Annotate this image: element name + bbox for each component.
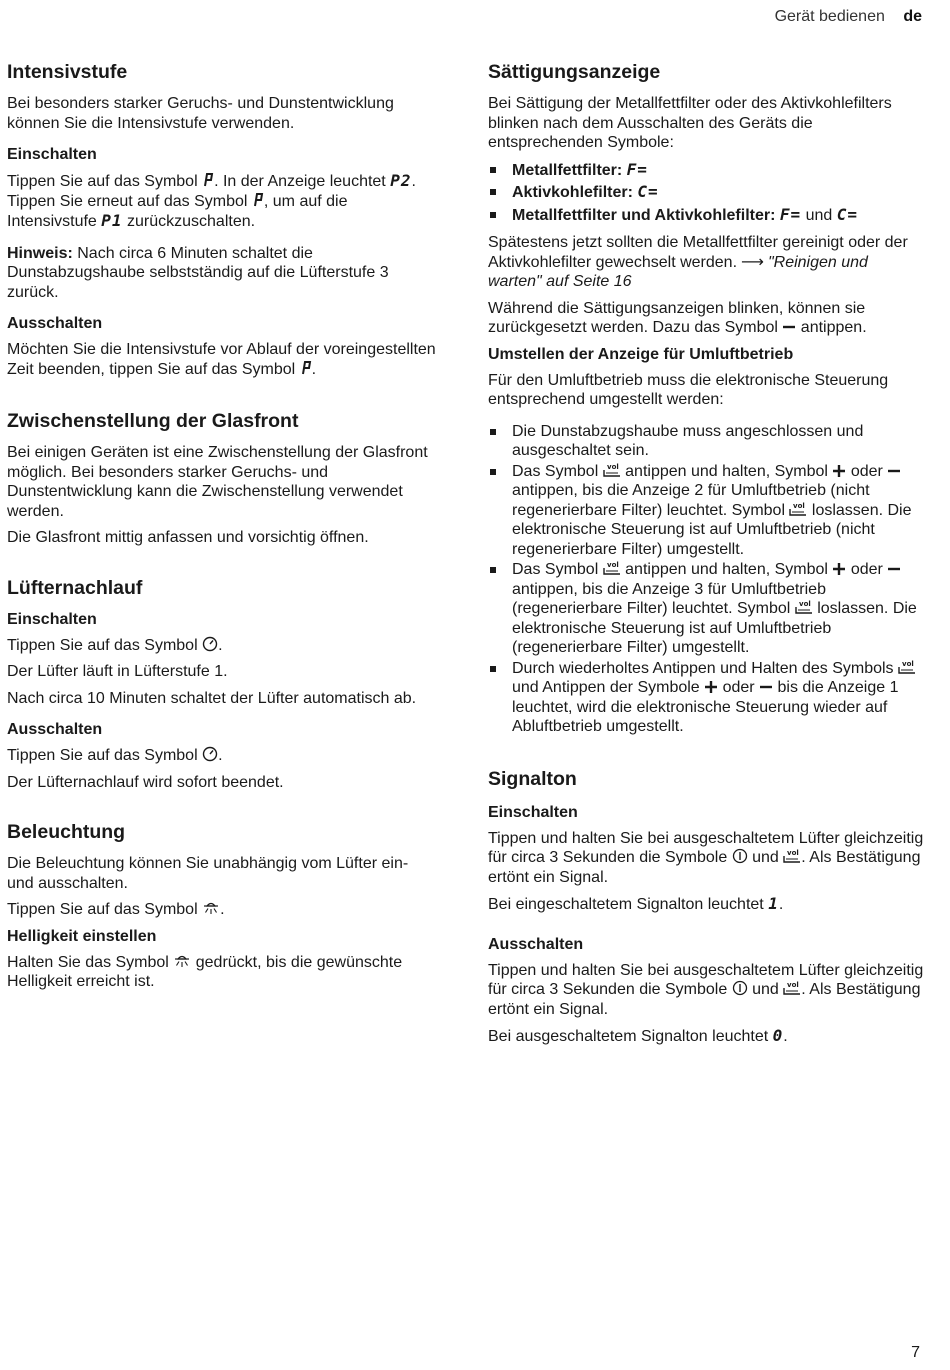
signal-on-title: Einschalten bbox=[488, 803, 578, 821]
signal-on-p2 bbox=[488, 894, 924, 915]
timer-icon bbox=[202, 636, 218, 652]
vol-icon bbox=[795, 599, 813, 615]
note-label: Hinweis: bbox=[7, 244, 73, 262]
text-run: . bbox=[311, 360, 317, 378]
signal-off-p1 bbox=[488, 961, 924, 1020]
vol-icon bbox=[603, 560, 621, 576]
plus-icon bbox=[704, 680, 718, 694]
text-run: antippen. bbox=[796, 319, 867, 336]
page-header bbox=[775, 8, 922, 26]
text-run: zurückzuschalten. bbox=[122, 213, 256, 230]
page-number: 7 bbox=[911, 1344, 920, 1361]
intensiv-note bbox=[7, 244, 439, 303]
glas-title: Zwischenstellung der Glasfront bbox=[7, 410, 299, 432]
list-item: Die Dunstabzugshaube muss angeschlossen und ausgeschaltet sein. bbox=[488, 422, 924, 461]
display-p2: P2 bbox=[390, 171, 412, 190]
glas-p2: Die Glasfront mittig anfassen und vorsichtig öffnen. bbox=[7, 529, 369, 546]
text-run: loslassen. Die elektronische Steuerung ist auf Umluftbetrieb (nicht regenerierbare Filter) umgestellt. bbox=[512, 501, 912, 558]
section-signalton bbox=[488, 767, 924, 1047]
plus-icon bbox=[832, 562, 846, 576]
text-run: . bbox=[218, 747, 223, 764]
saett-p3 bbox=[488, 299, 924, 338]
nachlauf-title: Lüfternachlauf bbox=[7, 576, 143, 599]
intensiv-on-text bbox=[7, 171, 439, 232]
text-run: Bei ausgeschaltetem Signalton leuchtet bbox=[488, 1028, 773, 1045]
signal-off-p2 bbox=[488, 1026, 924, 1047]
text-run: . bbox=[220, 901, 225, 918]
text-run: oder bbox=[846, 462, 888, 480]
plus-icon bbox=[832, 464, 846, 478]
list-item bbox=[488, 462, 924, 560]
intensiv-off-text bbox=[7, 340, 439, 379]
note-text: Nach circa 6 Minuten schaltet die Dunstabzugshaube selbstständig auf die Lüfterstufe 3 zurück. bbox=[7, 244, 389, 301]
text-run: und bbox=[747, 981, 784, 998]
text-run: Möchten Sie die Intensivstufe vor Ablauf der voreingestellten Zeit beenden, tippen Sie auf das Symbol bbox=[7, 341, 436, 378]
nachlauf-off-p1 bbox=[7, 746, 439, 766]
intensive-p-icon bbox=[202, 172, 214, 188]
list-item bbox=[488, 659, 924, 737]
minus-icon bbox=[782, 320, 796, 334]
licht-p2 bbox=[7, 900, 439, 920]
text-run: antippen und halten, Symbol bbox=[620, 561, 833, 578]
text-run: Während die Sättigungsanzeigen blinken, können sie zurückgesetzt werden. Dazu das Symbol bbox=[488, 299, 866, 336]
header-lang: de bbox=[903, 8, 922, 25]
arrow-icon: ⟶ bbox=[741, 253, 764, 271]
display-p1: P1 bbox=[101, 211, 123, 230]
text-run: , um auf die Intensivstufe bbox=[7, 192, 348, 230]
power-icon bbox=[732, 980, 748, 996]
list-item bbox=[488, 205, 924, 226]
intensive-p-icon bbox=[252, 192, 264, 208]
signal-on-p1 bbox=[488, 829, 924, 888]
text-run: und bbox=[747, 849, 784, 866]
right-column bbox=[488, 60, 924, 1069]
text-run: . Tippen Sie erneut auf das Symbol bbox=[7, 173, 416, 210]
list-item bbox=[488, 182, 924, 203]
text-run: oder bbox=[718, 679, 760, 696]
umluft-list bbox=[488, 422, 924, 737]
left-column bbox=[7, 60, 439, 1014]
nachlauf-on-p3: Nach circa 10 Minuten schaltet der Lüfter automatisch ab. bbox=[7, 689, 417, 707]
vol-icon bbox=[783, 848, 801, 864]
section-beleuchtung bbox=[7, 820, 439, 992]
licht-p3 bbox=[7, 953, 439, 992]
display-1: 1 bbox=[768, 894, 779, 913]
saett-title: Sättigungsanzeige bbox=[488, 61, 661, 83]
nachlauf-on-title: Einschalten bbox=[7, 610, 97, 628]
licht-sub-title: Helligkeit einstellen bbox=[7, 927, 157, 945]
text-run: Das Symbol bbox=[512, 561, 603, 578]
text-run: bis die Anzeige 1 leuchtet, wird die elektronische Steuerung wieder auf Abluftbetrieb umgestellt. bbox=[512, 679, 899, 735]
licht-title: Beleuchtung bbox=[7, 821, 126, 843]
text-run: Bei eingeschaltetem Signalton leuchtet bbox=[488, 896, 769, 913]
text-run: und Antippen der Symbole bbox=[512, 679, 705, 696]
section-intensivstufe bbox=[7, 60, 439, 379]
text-run: antippen, bis die Anzeige 2 für Umluftbetrieb (nicht regenerierbare Filter) leuchtet. Symbol bbox=[512, 482, 870, 519]
text-run: . bbox=[783, 1028, 788, 1045]
text-run: Durch wiederholtes Antippen und Halten des Symbols bbox=[512, 659, 898, 677]
saett-intro: Bei Sättigung der Metallfettfilter oder des Aktivkohlefilters blinken nach dem Ausschalten des Geräts die entsprechenden Symbole: bbox=[488, 95, 892, 151]
text-run: . Als Bestätigung ertönt ein Signal. bbox=[488, 849, 921, 886]
umluft-title: Umstellen der Anzeige für Umluftbetrieb bbox=[488, 345, 794, 363]
text-run: . In der Anzeige leuchtet bbox=[214, 173, 391, 190]
timer-icon bbox=[202, 746, 218, 762]
licht-p1: Die Beleuchtung können Sie unabhängig vom Lüfter ein- und ausschalten. bbox=[7, 855, 409, 892]
text-run: Spätestens jetzt sollten die Metallfettfilter gereinigt oder der Aktivkohlefilter gewechselt werden. bbox=[488, 234, 908, 271]
vol-icon bbox=[898, 659, 916, 675]
text-run: oder bbox=[846, 561, 888, 578]
nachlauf-on-p2: Der Lüfter läuft in Lüfterstufe 1. bbox=[7, 663, 228, 680]
text-run: Metallfettfilter: bbox=[512, 161, 627, 179]
text-run: . Als Bestätigung ertönt ein Signal. bbox=[488, 981, 921, 1018]
minus-icon bbox=[759, 680, 773, 694]
minus-icon bbox=[887, 562, 901, 576]
text-run: Tippen Sie auf das Symbol bbox=[7, 747, 203, 764]
minus-icon bbox=[887, 464, 901, 478]
text-run: und bbox=[801, 206, 837, 224]
text-run: . bbox=[218, 636, 223, 654]
text-run: Halten Sie das Symbol bbox=[7, 953, 174, 971]
page-reference-link[interactable]: "Reinigen und warten" auf Seite 16 bbox=[488, 253, 868, 290]
text-run: gedrückt, bis die gewünschte Helligkeit erreicht ist. bbox=[7, 953, 403, 990]
nachlauf-off-title: Ausschalten bbox=[7, 721, 103, 738]
vol-icon bbox=[603, 462, 621, 478]
power-icon bbox=[732, 848, 748, 864]
text-run: Tippen Sie auf das Symbol bbox=[7, 173, 203, 190]
text-run: loslassen. Die elektronische Steuerung ist auf Umluftbetrieb (regenerierbare Filter) umgestellt. bbox=[512, 600, 917, 656]
light-icon bbox=[173, 953, 191, 969]
saett-list bbox=[488, 160, 924, 226]
text-run: Tippen Sie auf das Symbol bbox=[7, 901, 203, 918]
display-ce: C= bbox=[637, 182, 659, 201]
nachlauf-on-p1 bbox=[7, 636, 439, 656]
light-icon bbox=[202, 900, 220, 916]
text-run: Das Symbol bbox=[512, 462, 603, 480]
nachlauf-off-p2: Der Lüfternachlauf wird sofort beendet. bbox=[7, 773, 284, 791]
text-run: Tippen und halten Sie bei ausgeschaltetem Lüfter gleichzeitig für circa 3 Sekunden die Symbole bbox=[488, 829, 924, 866]
text-run: Metallfettfilter und Aktivkohlefilter: bbox=[512, 206, 780, 224]
intensiv-on-title: Einschalten bbox=[7, 146, 97, 163]
signal-off-title: Ausschalten bbox=[488, 935, 584, 953]
intensive-p-icon bbox=[300, 360, 312, 376]
display-0: 0 bbox=[772, 1026, 784, 1045]
intensiv-off-title: Ausschalten bbox=[7, 315, 103, 332]
header-section: Gerät bedienen bbox=[774, 8, 885, 25]
signal-title: Signalton bbox=[488, 767, 577, 790]
text-run: Aktivkohlefilter: bbox=[512, 184, 638, 201]
display-fe: F= bbox=[779, 204, 802, 224]
saett-p2 bbox=[488, 233, 924, 292]
text-run: Tippen und halten Sie bei ausgeschaltetem Lüfter gleichzeitig für circa 3 Sekunden die Symbole bbox=[488, 961, 924, 998]
vol-icon bbox=[789, 501, 807, 517]
display-ce: C= bbox=[836, 204, 858, 224]
text-run: antippen und halten, Symbol bbox=[620, 462, 833, 480]
section-saettigung bbox=[488, 60, 924, 737]
text-run: . bbox=[778, 896, 784, 913]
intensiv-title: Intensivstufe bbox=[7, 61, 128, 83]
umluft-intro: Für den Umluftbetrieb muss die elektronische Steuerung entsprechend umgestellt werden: bbox=[488, 371, 889, 408]
display-fe: F= bbox=[626, 159, 648, 179]
list-item bbox=[488, 160, 924, 181]
glas-p1: Bei einigen Geräten ist eine Zwischenstellung der Glasfront möglich. Bei besonders starker Geruchs- und Dunstentwicklung kann die Zwischenstellung verwendet werden. bbox=[7, 444, 428, 520]
text-run: Tippen Sie auf das Symbol bbox=[7, 636, 203, 654]
intensiv-intro: Bei besonders starker Geruchs- und Dunstentwicklung können Sie die Intensivstufe verwenden. bbox=[7, 95, 394, 132]
section-luefternachlauf bbox=[7, 576, 439, 793]
list-item bbox=[488, 560, 924, 658]
text-run: antippen, bis die Anzeige 3 für Umluftbetrieb (regenerierbare Filter) leuchtet. Symbol bbox=[512, 580, 826, 617]
vol-icon bbox=[783, 980, 801, 996]
section-glasfront bbox=[7, 409, 439, 548]
